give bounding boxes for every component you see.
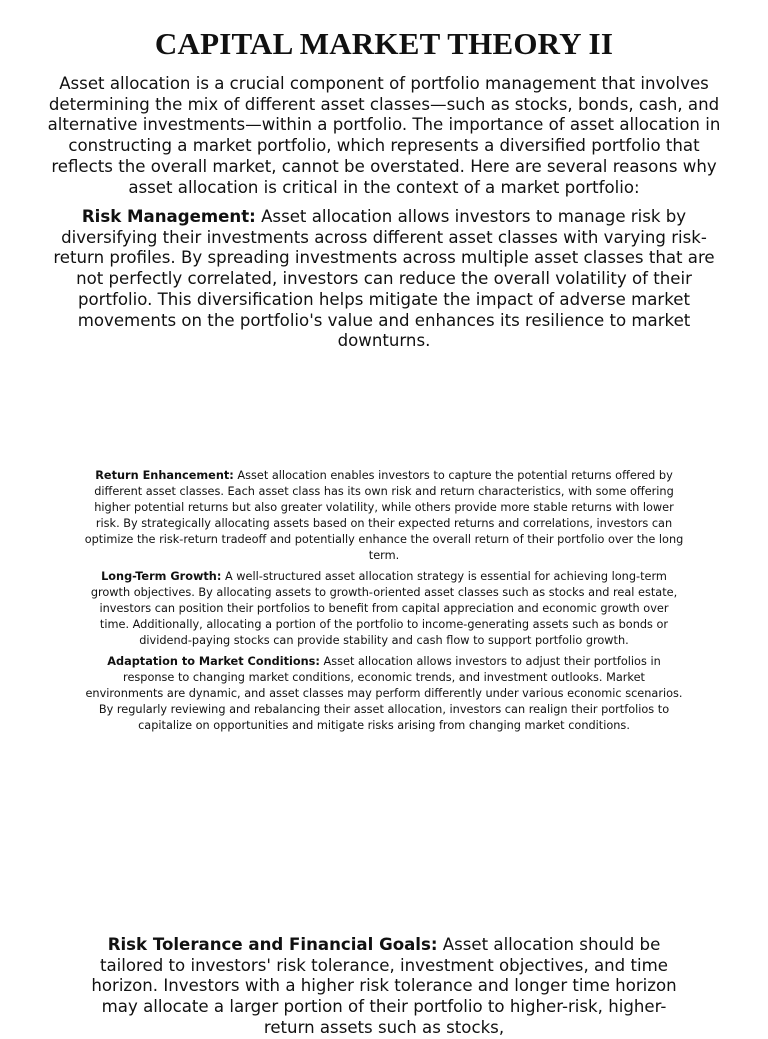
section-return-enhancement xyxy=(84,468,684,565)
section-label: Risk Management: xyxy=(81,207,256,226)
section-risk-tolerance-goals xyxy=(84,935,684,1039)
section-label: Long-Term Growth: xyxy=(101,570,222,583)
section-text: A well-structured asset allocation strategy is essential for achieving long-term growth objectives. By allocating assets to growth-oriented asset classes such as stocks and real estate, investors can position their portfolios to benefit from capital appreciation and economic growth over time. Additionally, allocating a portion of the portfolio to income-generating assets such as bonds or dividend-paying stocks can provide stability and cash flow to support portfolio growth. xyxy=(90,570,678,648)
section-paragraph xyxy=(84,569,684,649)
section-label: Return Enhancement: xyxy=(95,469,234,482)
section-paragraph xyxy=(84,935,684,1039)
intro-text: Asset allocation is a crucial component of portfolio management that involves determining the mix of different asset classes—such as stocks, bonds, cash, and alternative investments—within a portfolio. The importance of asset allocation in constructing a market portfolio, which represents a diversified portfolio that reflects the overall market, cannot be overstated. Here are several reasons why asset allocation is critical in the context of a market portfolio: xyxy=(47,74,721,197)
intro-paragraph xyxy=(44,74,724,198)
section-adaptation-market-conditions xyxy=(84,654,684,734)
section-text: Asset allocation enables investors to capture the potential returns offered by different asset classes. Each asset class has its own risk and return characteristics, with some offering higher potential returns but also greater volatility, while others provide more stable returns with lower risk. By strategically allocating assets based on their expected returns and correlations, investors can optimize the risk-return tradeoff and potentially enhance the overall return of their portfolio over the long term. xyxy=(84,469,684,563)
section-text: Asset allocation allows investors to adjust their portfolios in response to changing market conditions, economic trends, and investment outlooks. Market environments are dynamic, and asset classes may perform differently under various economic scenarios. By regularly reviewing and rebalancing their asset allocation, investors can realign their portfolios to capitalize on opportunities and mitigate risks arising from changing market conditions. xyxy=(85,655,683,733)
section-paragraph xyxy=(84,468,684,565)
section-paragraph xyxy=(44,207,724,352)
section-risk-management xyxy=(44,207,724,352)
section-text: Asset allocation allows investors to manage risk by diversifying their investments across different asset classes with varying risk-return profiles. By spreading investments across multiple asset classes that are not perfectly correlated, investors can reduce the overall volatility of their portfolio. This diversification helps mitigate the impact of adverse market movements on the portfolio's value and enhances its resilience to market downturns. xyxy=(53,207,715,351)
section-text: Asset allocation should be tailored to investors' risk tolerance, investment objectives, and time horizon. Investors with a higher risk tolerance and longer time horizon may allocate a larger portion of their portfolio to higher-risk, higher-return assets such as stocks, xyxy=(91,935,677,1037)
section-label: Adaptation to Market Conditions: xyxy=(107,655,320,668)
section-label: Risk Tolerance and Financial Goals: xyxy=(107,935,438,954)
section-paragraph xyxy=(84,654,684,734)
page-title: CAPITAL MARKET THEORY II xyxy=(154,26,614,61)
section-long-term-growth xyxy=(84,569,684,649)
